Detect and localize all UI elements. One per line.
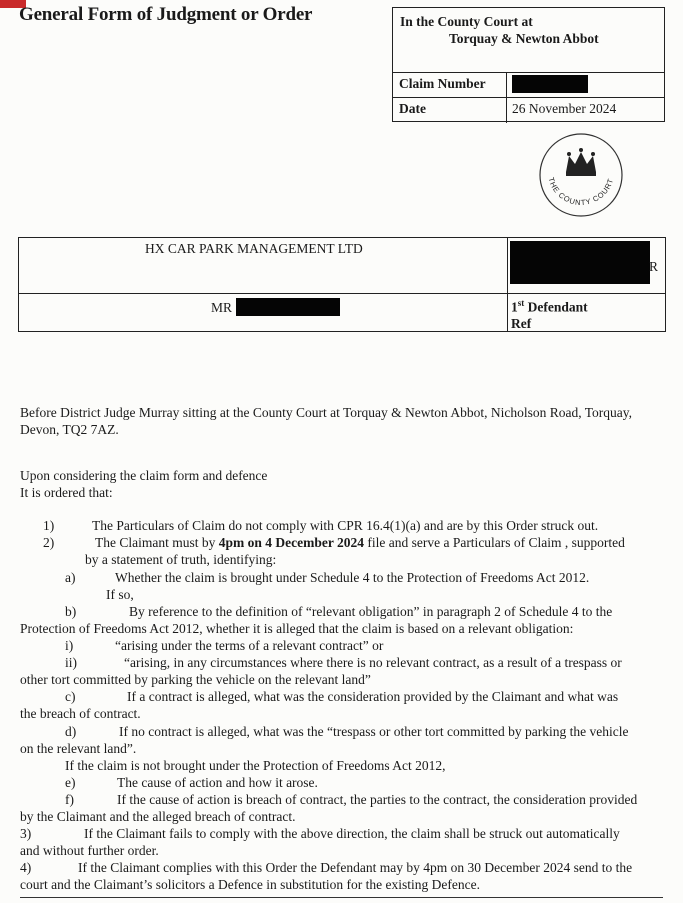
para-3-num: 3)	[20, 826, 32, 841]
item-d-text-cont: on the relevant land”.	[20, 741, 137, 756]
defendant-ref: Ref	[511, 315, 532, 331]
para-4-text-cont: court and the Claimant’s solicitors a Defence in substitution for the existing Defence.	[20, 877, 481, 892]
para-1-num: 1)	[43, 518, 55, 533]
it-is-ordered: It is ordered that:	[20, 485, 113, 500]
para-3-text-cont: and without further order.	[20, 843, 159, 858]
item-ii-text: “arising, in any circumstances where there is no relevant contract, as a result of a trespass or	[124, 655, 622, 670]
defendant-name: MR	[211, 298, 340, 316]
claimant-role-tail: R	[649, 259, 659, 274]
redaction-block	[510, 241, 650, 284]
date-label: Date	[393, 98, 507, 123]
claim-number-row	[393, 72, 664, 98]
before-line-1: Before District Judge Murray sitting at the County Court at Torquay & Newton Abbot, Nicholson Road, Torquay,	[20, 405, 633, 420]
item-ii-num: ii)	[65, 655, 77, 670]
item-c-text-cont: the breach of contract.	[20, 706, 141, 721]
item-d-text: If no contract is alleged, what was the “trespass or other tort committed by parking the vehicle	[119, 724, 629, 739]
claim-number-label: Claim Number	[393, 73, 507, 98]
para-2-num: 2)	[43, 535, 55, 550]
item-e-text: The cause of action and how it arose.	[117, 775, 318, 790]
para-3-text: If the Claimant fails to comply with the above direction, the claim shall be struck out automatically	[84, 826, 620, 841]
redaction-block	[512, 75, 588, 93]
item-a-text: Whether the claim is brought under Schedule 4 to the Protection of Freedoms Act 2012.	[115, 570, 590, 585]
court-seal	[538, 132, 624, 218]
court-line-1: In the County Court at	[400, 14, 533, 29]
crown-icon	[566, 148, 596, 176]
para-1-text: The Particulars of Claim do not comply with CPR 16.4(1)(a) and are by this Order struck out.	[92, 518, 599, 533]
para-4-num: 4)	[20, 860, 32, 875]
para-2-text-cont: by a statement of truth, identifying:	[85, 552, 277, 567]
item-d-num: d)	[65, 724, 77, 739]
item-b-text-cont: Protection of Freedoms Act 2012, whether it is alleged that the claim is based on a relevant obligation:	[20, 621, 574, 636]
item-b-num: b)	[65, 604, 77, 619]
seal-text: THE COUNTY COURT	[546, 176, 616, 208]
date-value: 26 November 2024	[512, 101, 617, 116]
item-c-num: c)	[65, 689, 76, 704]
court-line-2: Torquay & Newton Abbot	[449, 31, 599, 46]
item-i-num: i)	[65, 638, 74, 653]
redaction-block	[236, 298, 340, 316]
document-title: General Form of Judgment or Order	[19, 4, 313, 25]
para-4-text: If the Claimant complies with this Order the Defendant may by 4pm on 30 December 2024 send to the	[78, 860, 633, 875]
item-i-text: “arising under the terms of a relevant contract” or	[115, 638, 384, 653]
defendant-role: 1st Defendant Ref	[511, 298, 588, 331]
if-so: If so,	[106, 587, 134, 602]
item-ii-text-cont: other tort committed by parking the vehicle on the relevant land”	[20, 672, 371, 687]
bottom-divider	[20, 897, 663, 898]
para-2-text: The Claimant must by 4pm on 4 December 2024 file and serve a Particulars of Claim , supported	[95, 535, 625, 550]
not-pofa-line: If the claim is not brought under the Protection of Freedoms Act 2012,	[65, 758, 446, 773]
svg-text:THE COUNTY COURT	[547, 176, 616, 207]
item-b-text: By reference to the definition of “relevant obligation” in paragraph 2 of Schedule 4 to the	[129, 604, 613, 619]
court-info-box	[392, 7, 665, 122]
item-e-num: e)	[65, 775, 76, 790]
item-f-text-cont: by the Claimant and the alleged breach of contract.	[20, 809, 296, 824]
date-row	[393, 97, 664, 123]
item-f-num: f)	[65, 792, 74, 807]
item-c-text: If a contract is alleged, what was the consideration provided by the Claimant and what was	[127, 689, 619, 704]
upon-considering: Upon considering the claim form and defence	[20, 468, 268, 483]
claimant-name: HX CAR PARK MANAGEMENT LTD	[145, 241, 363, 256]
parties-box	[18, 237, 666, 332]
before-line-2: Devon, TQ2 7AZ.	[20, 422, 119, 437]
item-a-num: a)	[65, 570, 76, 585]
item-f-text: If the cause of action is breach of contract, the parties to the contract, the consideration provided	[117, 792, 638, 807]
